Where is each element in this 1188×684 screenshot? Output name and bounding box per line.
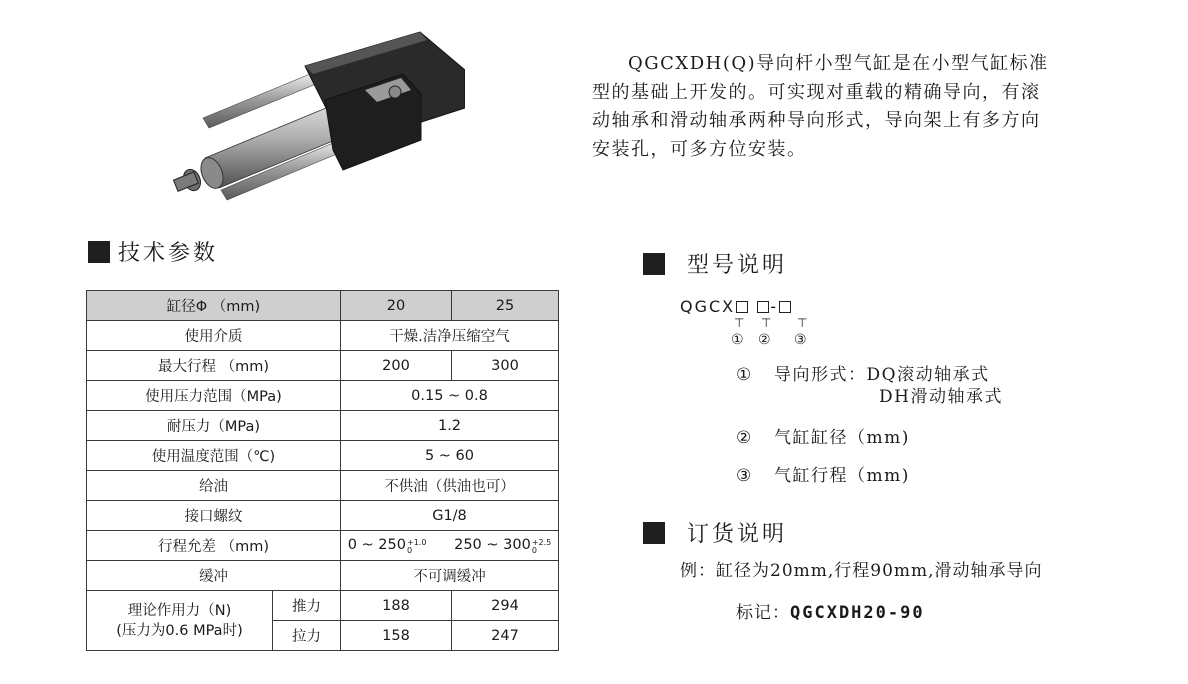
table-row: [87, 591, 559, 621]
tech-params-heading: [88, 236, 218, 267]
cushion-value: 不可调缓冲: [341, 561, 559, 591]
guided-cylinder-photo: [165, 30, 465, 205]
push-label: 推力: [273, 591, 341, 621]
tolerance-2-upper: +2.5: [531, 537, 552, 547]
tolerance-value: [341, 531, 559, 561]
order-title: 订货说明: [687, 522, 788, 547]
model-heading: [643, 248, 787, 279]
code-mark-2: ②: [758, 332, 771, 348]
stroke-20: 200: [341, 351, 452, 381]
tolerance-1-lower: 0: [407, 545, 413, 555]
tolerance-range-1: 0 ~ 250: [347, 536, 406, 553]
table-row: [87, 411, 559, 441]
tick-mark-icon: ⊤: [734, 316, 745, 330]
placeholder-box-2: [757, 301, 769, 313]
table-row: [87, 321, 559, 351]
tolerance-label: 行程允差 （mm): [87, 531, 341, 561]
table-row: [87, 471, 559, 501]
lube-value: 不供油（供油也可）: [341, 471, 559, 501]
legend-num-3: ③: [736, 466, 753, 486]
tolerance-1-limits: [407, 539, 426, 555]
port-value: G1/8: [341, 501, 559, 531]
proof-value: 1.2: [341, 411, 559, 441]
square-bullet-icon: [88, 241, 110, 263]
placeholder-box-3: [779, 301, 791, 313]
temp-label: 使用温度范围（℃): [87, 441, 341, 471]
stroke-25: 300: [452, 351, 559, 381]
force-label: [87, 591, 273, 651]
lube-label: 给油: [87, 471, 341, 501]
order-example: 例：缸径为20mm,行程90mm,滑动轴承导向: [680, 561, 1043, 581]
bore-header: 缸径Φ （mm): [87, 291, 341, 321]
square-bullet-icon: [643, 253, 665, 275]
table-row: [87, 291, 559, 321]
bore-20: 20: [341, 291, 452, 321]
legend-text-3: 气缸行程（mm): [774, 466, 910, 486]
legend-text-1b: DH滑动轴承式: [879, 387, 1003, 407]
table-row: [87, 531, 559, 561]
tech-params-title: 技术参数: [118, 241, 219, 266]
bore-25: 25: [452, 291, 559, 321]
push-25: 294: [452, 591, 559, 621]
legend-num-2: ②: [736, 428, 753, 448]
table-row: [87, 351, 559, 381]
table-row: [87, 381, 559, 411]
legend-text-2: 气缸缸径（mm): [774, 428, 910, 448]
intro-paragraph: QGCXDH(Q)导向杆小型气缸是在小型气缸标准型的基础上开发的。可实现对重载的精确导向，有滚动轴承和滑动轴承两种导向形式，导向架上有多方向安装孔，可多方位安装。: [592, 53, 1049, 160]
tick-mark-icon: ⊤: [761, 316, 772, 330]
table-row: [87, 441, 559, 471]
legend-item-3: [736, 461, 910, 486]
force-label-line2: (压力为0.6 MPa时): [116, 622, 243, 639]
mark-label: 标记：: [736, 603, 790, 623]
tolerance-2-lower: 0: [531, 545, 537, 555]
push-20: 188: [341, 591, 452, 621]
square-bullet-icon: [643, 522, 665, 544]
temp-value: 5 ~ 60: [341, 441, 559, 471]
legend-num-1: ①: [736, 365, 753, 385]
model-title: 型号说明: [687, 253, 788, 278]
pull-label: 拉力: [273, 621, 341, 651]
port-label: 接口螺纹: [87, 501, 341, 531]
pressure-value: 0.15 ~ 0.8: [341, 381, 559, 411]
spec-table: [86, 290, 559, 651]
proof-label: 耐压力（MPa): [87, 411, 341, 441]
table-row: [87, 501, 559, 531]
tick-mark-icon: ⊤: [797, 316, 808, 330]
stroke-label: 最大行程 （mm): [87, 351, 341, 381]
code-mark-3: ③: [794, 332, 807, 348]
cushion-label: 缓冲: [87, 561, 341, 591]
legend-text-1: 导向形式：DQ滚动轴承式: [774, 365, 990, 385]
order-heading: [643, 517, 787, 548]
tolerance-1-upper: +1.0: [407, 537, 427, 547]
model-prefix: QGCX: [680, 297, 736, 316]
mark-value: QGCXDH20-90: [790, 603, 925, 623]
tolerance-2-limits: [532, 539, 551, 555]
legend-item-2: [736, 423, 910, 448]
pull-20: 158: [341, 621, 452, 651]
pull-25: 247: [452, 621, 559, 651]
medium-value: 干燥.洁净压缩空气: [341, 321, 559, 351]
medium-label: 使用介质: [87, 321, 341, 351]
placeholder-box-1: [736, 301, 748, 313]
model-code: QGCX -: [680, 297, 792, 316]
tolerance-range-2: 250 ~ 300: [454, 536, 531, 553]
code-mark-1: ①: [731, 332, 744, 348]
force-label-line1: 理论作用力（N): [127, 602, 232, 619]
table-row: [87, 561, 559, 591]
pressure-label: 使用压力范围（MPa): [87, 381, 341, 411]
order-mark: [736, 598, 925, 623]
